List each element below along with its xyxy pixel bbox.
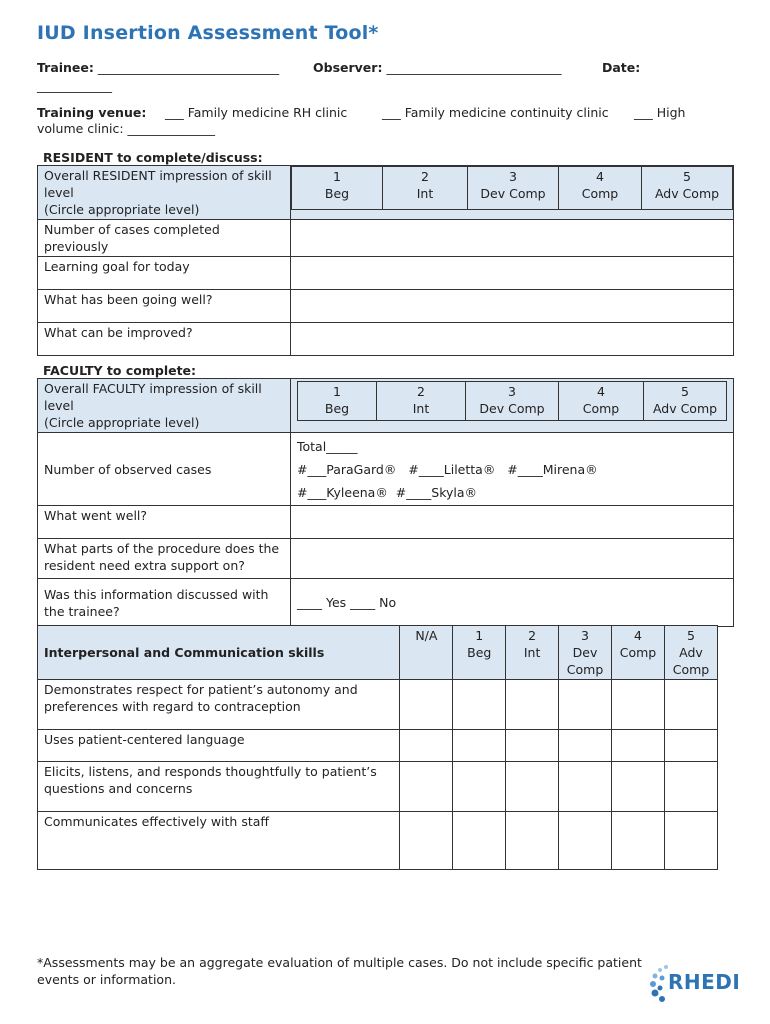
- skills-cell[interactable]: [559, 680, 612, 730]
- resident-scale-cell: [291, 166, 734, 220]
- skills-cell[interactable]: [400, 812, 453, 870]
- skills-col-na: N/A: [400, 626, 453, 680]
- skills-cell[interactable]: [506, 762, 559, 812]
- skills-cell[interactable]: [664, 680, 717, 730]
- trainee-field[interactable]: _____________________________: [97, 60, 280, 75]
- venue-option-continuity[interactable]: ___ Family medicine continuity clinic: [382, 105, 609, 120]
- rhedi-logo: [650, 962, 745, 1010]
- header-observer: [313, 60, 561, 75]
- resident-heading: RESIDENT to complete/discuss:: [43, 150, 263, 165]
- venue-row: [37, 105, 146, 120]
- skills-cell[interactable]: [559, 730, 612, 762]
- resident-row-field[interactable]: [291, 220, 734, 257]
- skills-row-label: Elicits, listens, and responds thoughtfully to patient’s questions and concerns: [38, 762, 400, 812]
- resident-row-label: Number of cases completed previously: [38, 220, 291, 257]
- skills-table: [37, 625, 718, 870]
- faculty-level-5[interactable]: 5 Adv Comp: [644, 382, 727, 421]
- skills-cell[interactable]: [453, 730, 506, 762]
- resident-level-4[interactable]: 4 Comp: [559, 167, 642, 210]
- skills-cell[interactable]: [506, 812, 559, 870]
- skills-col-3: 3 Dev Comp: [559, 626, 612, 680]
- skills-cell[interactable]: [453, 680, 506, 730]
- skills-cell[interactable]: [612, 730, 665, 762]
- skills-cell[interactable]: [559, 762, 612, 812]
- skills-cell[interactable]: [612, 680, 665, 730]
- resident-row-label: What has been going well?: [38, 290, 291, 323]
- header-date: [602, 60, 640, 75]
- skills-col-2: 2 Int: [506, 626, 559, 680]
- skills-cell[interactable]: [400, 680, 453, 730]
- resident-level-2[interactable]: 2 Int: [383, 167, 468, 210]
- venue-option-high[interactable]: ___ High: [634, 105, 686, 120]
- device-line-2[interactable]: #___Kyleena® #____Skyla®: [297, 485, 478, 500]
- skills-cell[interactable]: [400, 762, 453, 812]
- faculty-went-well-field[interactable]: [291, 506, 734, 539]
- faculty-went-well-label: What went well?: [38, 506, 291, 539]
- total-field[interactable]: Total_____: [297, 439, 358, 454]
- resident-row-field[interactable]: [291, 290, 734, 323]
- faculty-cases-field[interactable]: [291, 433, 734, 506]
- faculty-impression-label: Overall FACULTY impression of skill level (Circle appropriate level): [38, 379, 291, 433]
- skills-row-label: Demonstrates respect for patient’s autonomy and preferences with regard to contraception: [38, 680, 400, 730]
- trainee-label: Trainee:: [37, 60, 94, 75]
- skills-cell[interactable]: [506, 680, 559, 730]
- faculty-extra-support-label: What parts of the procedure does the resident need extra support on?: [38, 539, 291, 579]
- resident-row-field[interactable]: [291, 323, 734, 356]
- resident-impression-label: Overall RESIDENT impression of skill level (Circle appropriate level): [38, 166, 291, 220]
- rhedi-logo-text: RHEDI: [668, 970, 741, 994]
- resident-level-3[interactable]: 3 Dev Comp: [468, 167, 559, 210]
- skills-row-label: Communicates effectively with staff: [38, 812, 400, 870]
- faculty-level-2[interactable]: 2 Int: [377, 382, 466, 421]
- footnote: *Assessments may be an aggregate evaluation of multiple cases. Do not include specific patient events or information.: [37, 955, 642, 987]
- skills-cell[interactable]: [400, 730, 453, 762]
- skills-cell[interactable]: [453, 812, 506, 870]
- skills-row-label: Uses patient-centered language: [38, 730, 400, 762]
- skills-cell[interactable]: [506, 730, 559, 762]
- faculty-heading: FACULTY to complete:: [43, 363, 197, 378]
- skills-cell[interactable]: [664, 762, 717, 812]
- venue-option-high-cont[interactable]: volume clinic: ______________: [37, 121, 216, 136]
- page-title: IUD Insertion Assessment Tool*: [37, 22, 379, 44]
- skills-cell[interactable]: [664, 730, 717, 762]
- venue-option-rh[interactable]: ___ Family medicine RH clinic: [165, 105, 348, 120]
- resident-table: [37, 165, 734, 356]
- observer-label: Observer:: [313, 60, 383, 75]
- faculty-level-4[interactable]: 4 Comp: [559, 382, 644, 421]
- resident-row-label: What can be improved?: [38, 323, 291, 356]
- faculty-discussed-label: Was this information discussed with the trainee?: [38, 579, 291, 627]
- faculty-scale-cell: [291, 379, 734, 433]
- resident-row-label: Learning goal for today: [38, 257, 291, 290]
- faculty-level-1[interactable]: 1 Beg: [298, 382, 377, 421]
- observer-field[interactable]: ____________________________: [386, 60, 562, 75]
- venue-label: Training venue:: [37, 105, 147, 120]
- date-field[interactable]: ____________: [37, 78, 112, 93]
- faculty-extra-support-field[interactable]: [291, 539, 734, 579]
- skills-cell[interactable]: [453, 762, 506, 812]
- resident-level-5[interactable]: 5 Adv Comp: [642, 167, 733, 210]
- skills-col-5: 5 Adv Comp: [664, 626, 717, 680]
- skills-col-4: 4 Comp: [612, 626, 665, 680]
- header-trainee-row: [37, 60, 279, 75]
- faculty-cases-label: Number of observed cases: [38, 433, 291, 506]
- skills-cell[interactable]: [612, 762, 665, 812]
- resident-row-field[interactable]: [291, 257, 734, 290]
- device-line-1[interactable]: #___ParaGard® #____Liletta® #____Mirena®: [297, 462, 598, 477]
- skills-cell[interactable]: [612, 812, 665, 870]
- faculty-discussed-field[interactable]: ____ Yes ____ No: [291, 579, 734, 627]
- faculty-level-3[interactable]: 3 Dev Comp: [466, 382, 559, 421]
- skills-cell[interactable]: [664, 812, 717, 870]
- resident-level-1[interactable]: 1 Beg: [292, 167, 383, 210]
- skills-cell[interactable]: [559, 812, 612, 870]
- date-label: Date:: [602, 60, 641, 75]
- faculty-table: [37, 378, 734, 627]
- skills-col-1: 1 Beg: [453, 626, 506, 680]
- skills-heading: Interpersonal and Communication skills: [38, 626, 400, 680]
